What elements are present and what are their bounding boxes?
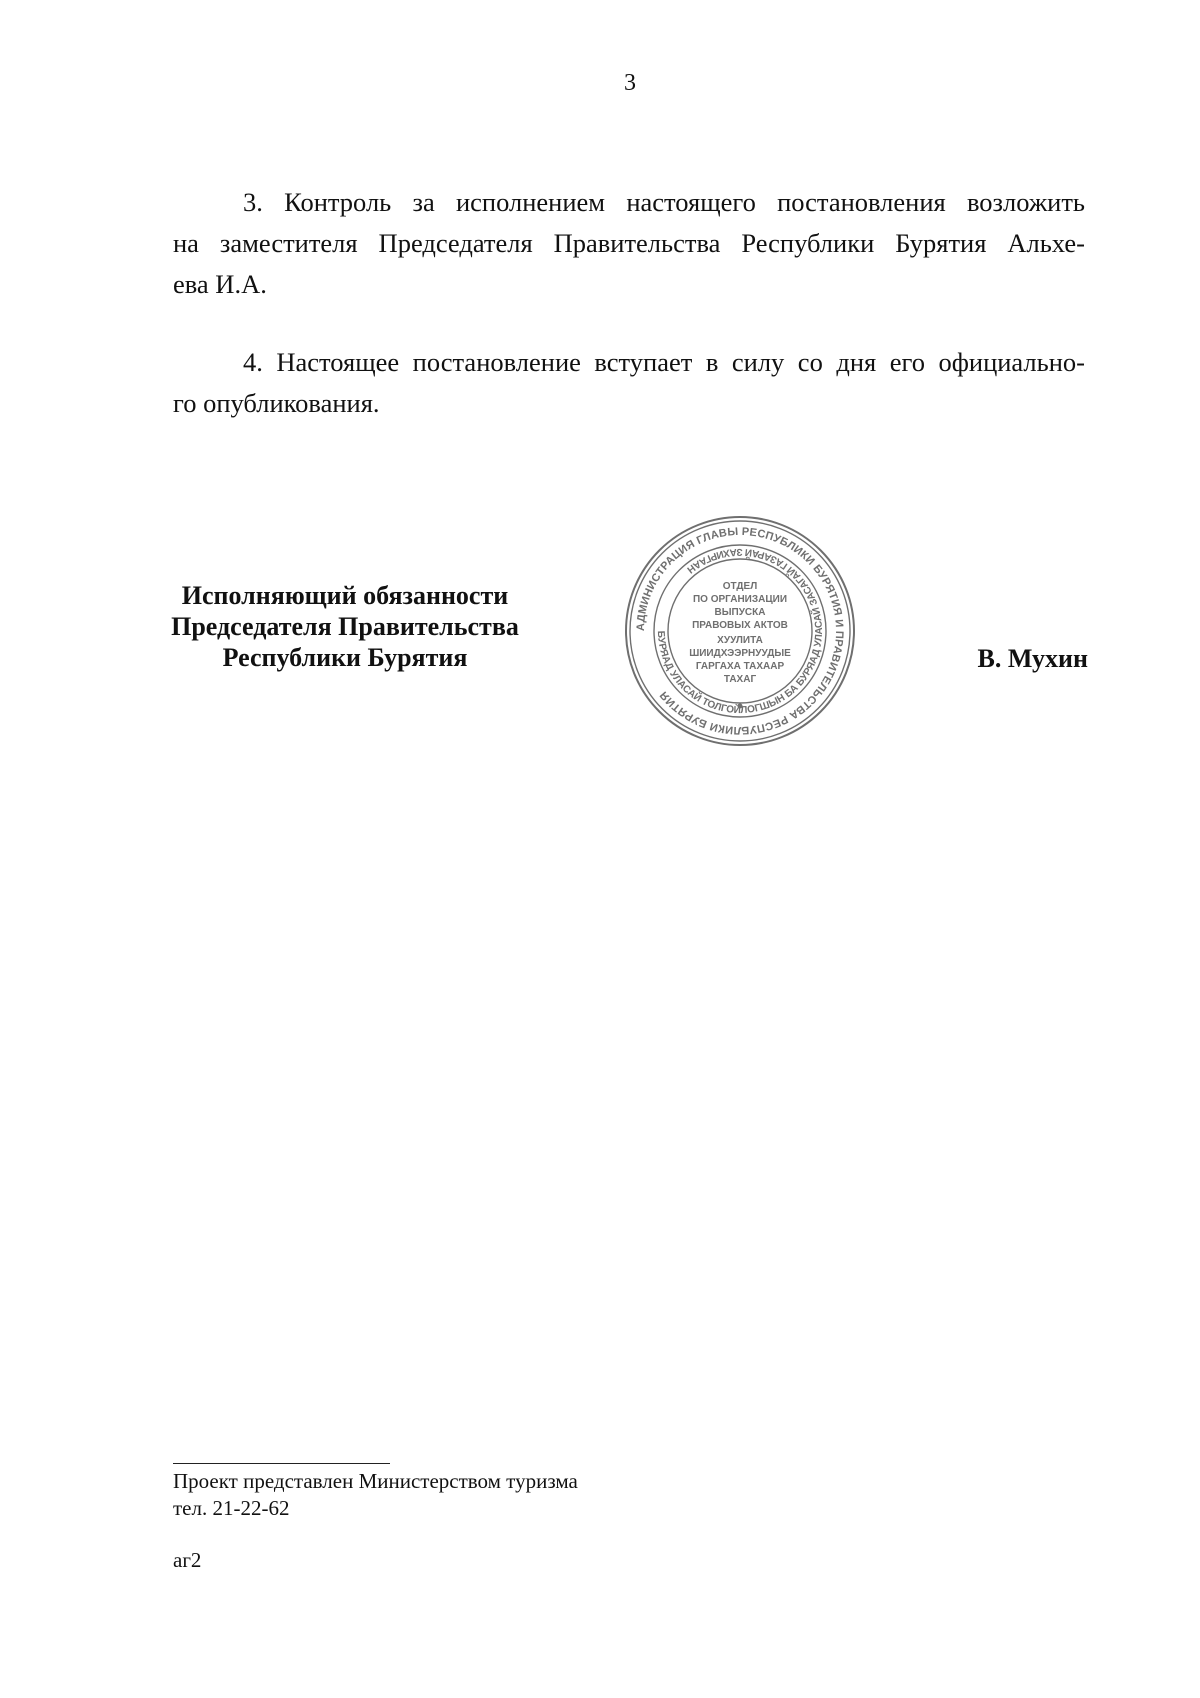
paragraph-line: ева И.А.	[173, 269, 267, 299]
document-code: аг2	[173, 1548, 202, 1572]
stamp-ring-3	[654, 545, 826, 717]
stamp-inner-line: ТАХАГ	[723, 674, 757, 685]
signatory-position-line: Исполняющий обязанности	[181, 581, 509, 610]
paragraph-3	[173, 182, 1085, 305]
signatory-position-line: Республики Бурятия	[222, 643, 468, 672]
paragraph-line: 3. Контроль за исполнением настоящего постановления возложить	[243, 187, 1085, 217]
signatory-position-line: Председателя Правительства	[171, 612, 519, 641]
stamp-inner-line: ГАРГАХА ТАХААР	[695, 661, 785, 672]
stamp-inner-line: ВЫПУСКА	[714, 607, 766, 618]
page-number: 3	[624, 70, 636, 96]
stamp-ring-text-bottom: БУРЯАД УЛАСАЙ ТОЛГОЙЛОГШЫН БА БУРЯАД УЛАСАЙ ЗАСАГАЙ ГАЗАРАЙ ЗАХИРГААН	[654, 545, 826, 717]
svg-text:БУРЯАД УЛАСАЙ ТОЛГОЙЛОГШЫН БА	[655, 546, 825, 716]
stamp-inner-line: ОТДЕЛ	[722, 581, 758, 592]
stamp-inner-line: ШИИДХЭЭРНУУДЫЕ	[689, 648, 791, 659]
stamp-ring-text-top: АДМИНИСТРАЦИЯ ГЛАВЫ РЕСПУБЛИКИ БУРЯТИЯ И ПРАВИТЕЛЬСТВА РЕСПУБЛИКИ БУРЯТИЯ	[634, 525, 846, 737]
paragraph-line: го опубликования.	[173, 388, 380, 418]
signer-name: В. Мухин	[977, 644, 1088, 673]
footnote	[173, 1468, 578, 1522]
paragraph-line: на заместителя Председателя Правительства Республики Бурятия Альхе-	[173, 228, 1085, 258]
paragraph-line: 4. Настоящее постановление вступает в силу со дня его официально-	[243, 347, 1085, 377]
stamp-inner-line: ПО ОРГАНИЗАЦИИ	[692, 594, 788, 605]
stamp-inner-line: ПРАВОВЫХ АКТОВ	[692, 620, 788, 631]
footnote-divider	[173, 1463, 390, 1464]
paragraph-4	[173, 342, 1085, 424]
signatory-position	[150, 580, 540, 673]
stamp-inner-line: ХУУЛИТА	[717, 635, 763, 646]
footnote-line: тел. 21-22-62	[173, 1496, 290, 1520]
footnote-line: Проект представлен Министерством туризма	[173, 1469, 578, 1493]
official-stamp	[622, 513, 858, 749]
